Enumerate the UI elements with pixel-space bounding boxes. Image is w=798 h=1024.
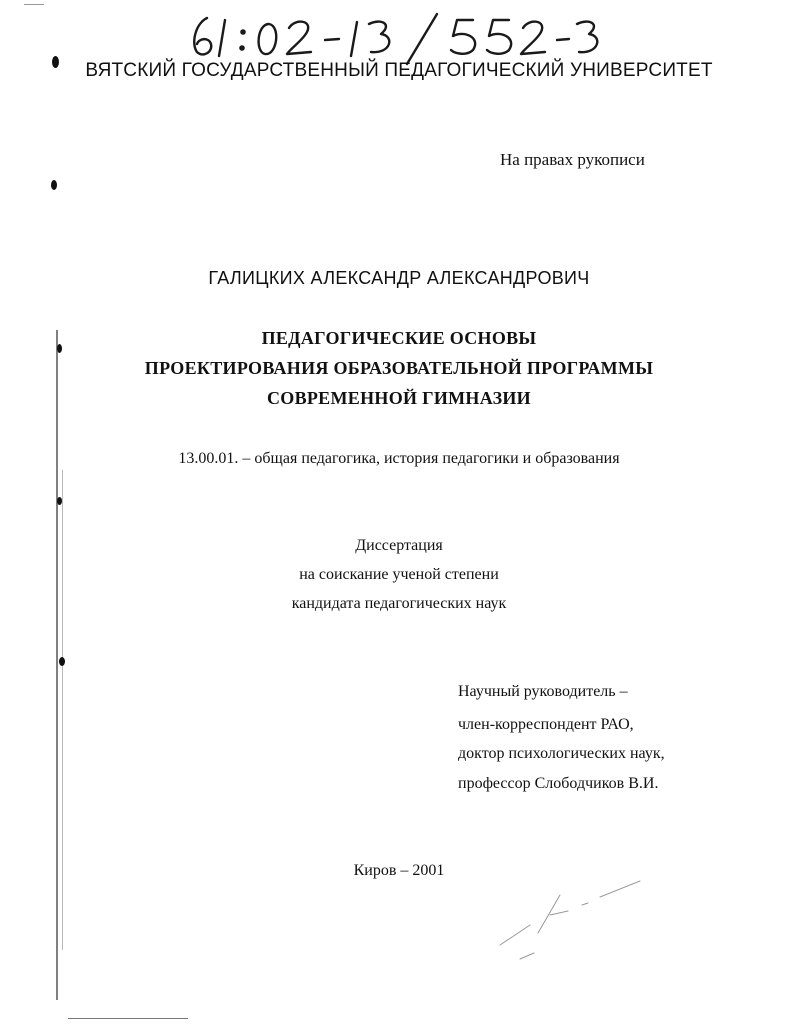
specialty-code: 13.00.01. – общая педагогика, история педагогики и образования <box>178 450 620 467</box>
binding-edge-line <box>56 330 58 1000</box>
author-name: ГАЛИЦКИХ АЛЕКСАНДР АЛЕКСАНДРОВИЧ <box>208 268 590 288</box>
advisor-line: профессор Слободчиков В.И. <box>458 775 659 792</box>
dissertation-title-line: СОВРЕМЕННОЙ ГИМНАЗИИ <box>266 388 531 408</box>
punch-hole-mark <box>57 497 62 505</box>
punch-hole-mark <box>59 657 65 666</box>
scan-speck <box>24 4 44 5</box>
dissertation-title-line: ПЕДАГОГИЧЕСКИЕ ОСНОВЫ <box>261 328 537 348</box>
advisor-line: доктор психологических наук, <box>458 745 665 762</box>
dissertation-title-line: ПРОЕКТИРОВАНИЯ ОБРАЗОВАТЕЛЬНОЙ ПРОГРАММЫ <box>144 358 654 378</box>
university-name: ВЯТСКИЙ ГОСУДАРСТВЕННЫЙ ПЕДАГОГИЧЕСКИЙ УНИВЕРСИТЕТ <box>85 60 713 81</box>
punch-hole-mark <box>51 180 57 190</box>
dissertation-type-line: Диссертация <box>355 537 443 554</box>
advisor-line: Научный руководитель – <box>458 683 628 700</box>
scan-edge-rule <box>68 1018 188 1019</box>
manuscript-rights-note: На правах рукописи <box>500 150 645 169</box>
pencil-mark <box>490 875 650 975</box>
handwritten-catalog-code <box>185 10 605 66</box>
dissertation-type-line: на соискание ученой степени <box>299 566 499 583</box>
city-year: Киров – 2001 <box>353 862 445 879</box>
advisor-line: член-корреспондент РАО, <box>458 716 634 733</box>
dissertation-type-line: кандидата педагогических наук <box>291 595 507 612</box>
